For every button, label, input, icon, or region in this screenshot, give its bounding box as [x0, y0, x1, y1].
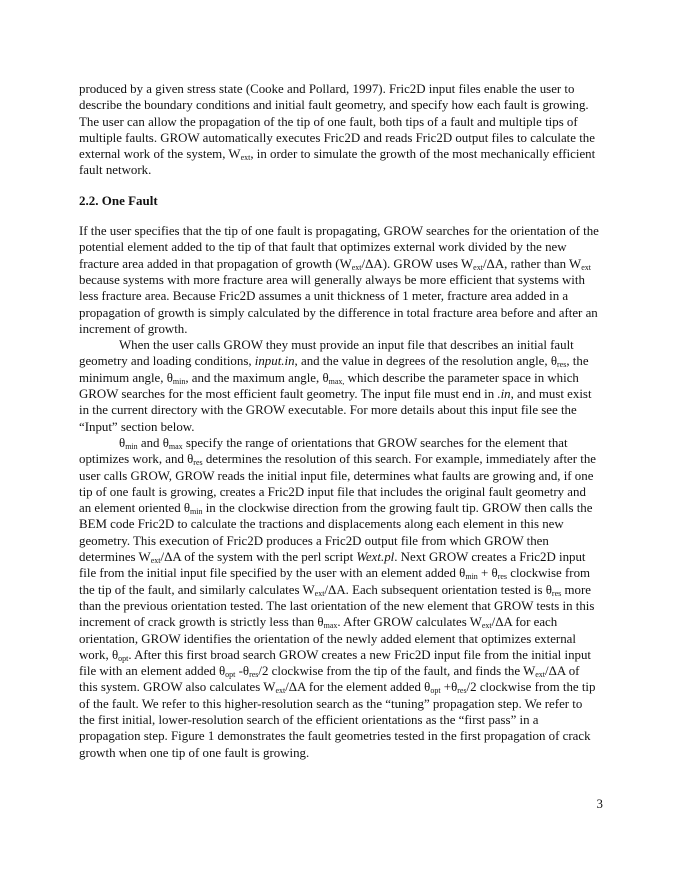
paragraph-input-file: When the user calls GROW they must provide an input file that describes an initial fault geometry and loading conditions, input.in, and the value in degrees of the resolution angle, $\theta_{res}$, the minimum angle, $\theta_{min}$, and the maximum angle, $\theta_{max,}$ which describe the parameter space in which GROW searches for the most efficient fault geometry. The input file must end in .in, and must exist in the current directory with the GROW executable. For more details about this input file see the “Input” section below.	[79, 338, 592, 434]
intro-paragraph: produced by a given stress state (Cooke and Pollard, 1997). Fric2D input files enable the user to describe the boundary conditions and initial fault geometry, and specify how each fault is growing. The user can allow the propagation of the tip of one fault, both tips of a fault and multiple tips of multiple faults. GROW automatically executes Fric2D and reads Fric2D output files to calculate the external work of the system, $W_{ext}$, in order to simulate the growth of the most mechanically efficient fault network.	[79, 82, 596, 178]
paragraph-one-fault: If the user specifies that the tip of one fault is propagating, GROW searches for the orientation of the potential element added to the tip of that fault that optimizes external work divided by the new fracture area added in that propagation of growth $(W_{ext}/\Delta A)$. GROW uses $W_{ext}/\Delta A$, rather than $W_{ext}$ because systems with more fracture area will generally always be more efficient that systems with less fracture area. Because Fric2D assumes a unit thickness of 1 meter, fracture area added in a propagation of growth is simply calculated by the difference in total fracture area before and after an increment of growth.	[79, 224, 599, 336]
page-number: 3	[596, 797, 603, 811]
section-heading: 2.2. One Fault	[79, 192, 158, 208]
document-body	[79, 81, 600, 761]
paragraph-search-procedure: $\theta_{min}$ and $\theta_{max}$ specify the range of orientations that GROW searches for the element that optimizes work, and $\theta_{res}$ determines the resolution of this search. For example, immediately after the user calls GROW, GROW reads the initial input file, determines what faults are growing and, if one tip of one fault is growing, creates a Fric2D input file that includes the original fault geometry and an element oriented $\theta_{min}$ in the clockwise direction from the growing fault tip. GROW then calls the BEM code Fric2D to calculate the tractions and displacements along each element in this new geometry. This execution of Fric2D produces a Fric2D output file from which GROW then determines $W_{ext}/\Delta A$ of the system with the perl script Wext.pl. Next GROW creates a Fric2D input file from the initial input file specified by the user with an element added $\theta_{min} + \theta_{res}$ clockwise from the tip of the fault, and similarly calculates $W_{ext}/\Delta A$. Each subsequent orientation tested is $\theta_{res}$ more than the previous orientation tested. The last orientation of the new element that GROW tests in this increment of crack growth is strictly less than $\theta_{max}$. After GROW calculates $W_{ext}/\Delta A$ for each orientation, GROW identifies the orientation of the newly added element that optimizes external work, $\theta_{opt}$. After this first broad search GROW creates a new Fric2D input file from the initial input file with an element added $\theta_{opt}$ $-\theta_{res}/2$ clockwise from the tip of the fault, and finds the $W_{ext}/\Delta A$ of this system. GROW also calculates $W_{ext}/\Delta A$ for the element added $\theta_{opt} +\theta_{res}/2$ clockwise from the tip of the fault. We refer to this higher-resolution search as the “tuning” propagation step. We refer to the first initial, lower-resolution search of the efficient orientations as the “first pass” in a propagation step. Figure 1 demonstrates the fault geometries tested in the first propagation of crack growth when one tip of one fault is growing.	[79, 435, 597, 760]
